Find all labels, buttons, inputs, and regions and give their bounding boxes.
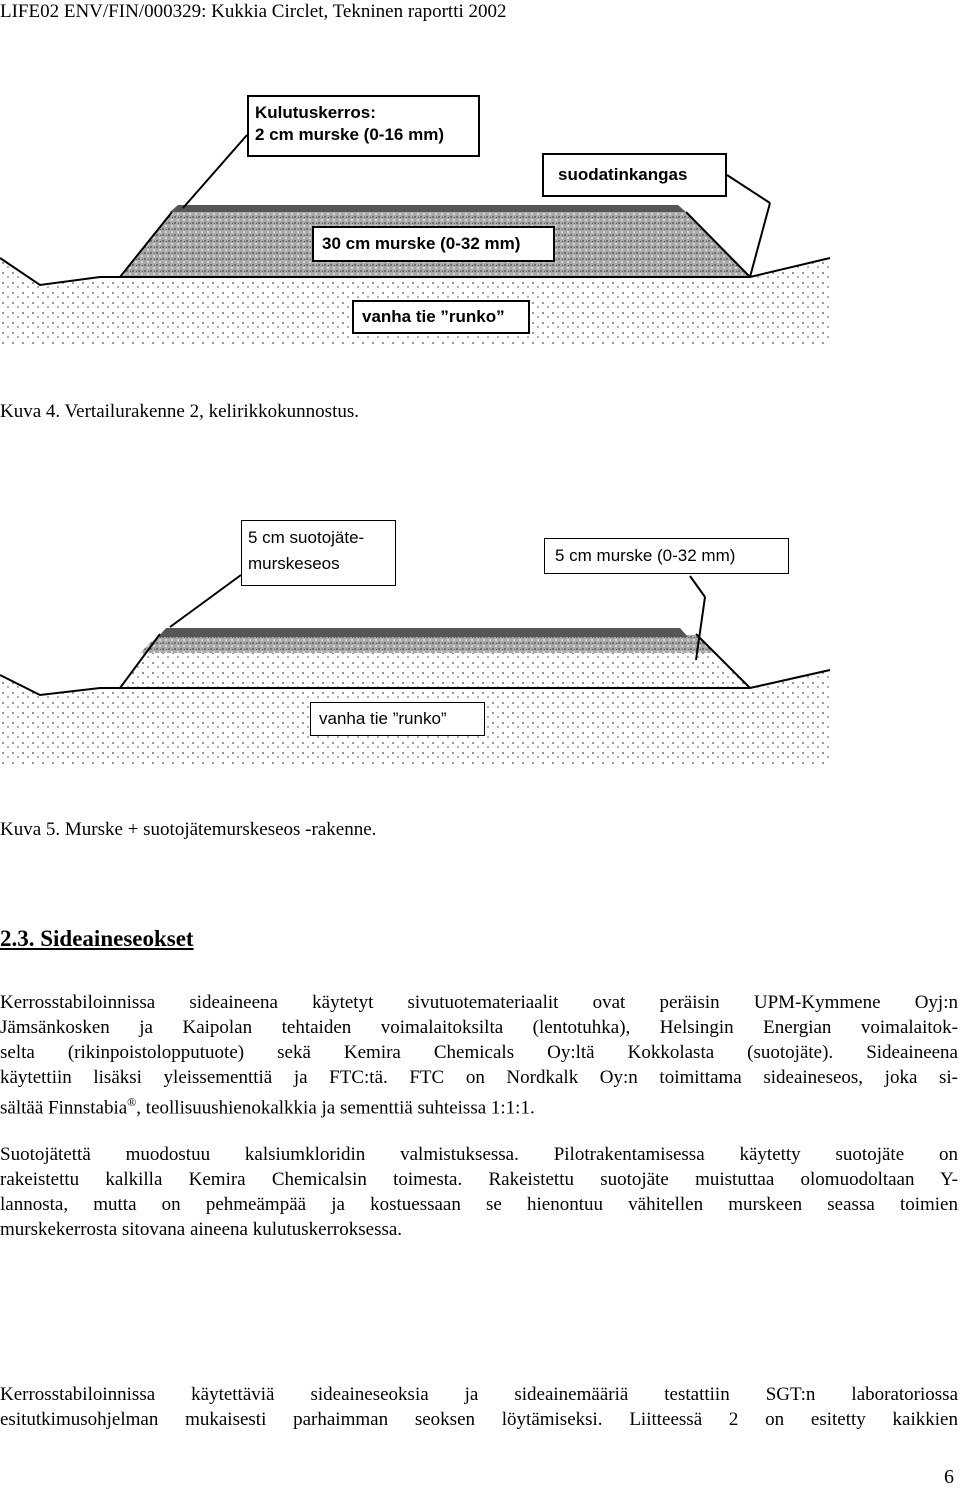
wear-layer-label	[247, 95, 480, 157]
crushed-layer-label: 30 cm murske (0-32 mm)	[312, 226, 555, 262]
wear-layer-label-line2: 2 cm murske (0-16 mm)	[255, 125, 444, 144]
top-layer	[158, 628, 688, 637]
crushed-leader	[690, 576, 705, 597]
mix-layer-label-line2: murskeseos	[248, 554, 340, 573]
crushed-layer-label: 5 cm murske (0-32 mm)	[544, 538, 789, 574]
figure-5-road-structure	[0, 510, 960, 770]
paragraph-3	[0, 1382, 958, 1432]
paragraph-1-line-5	[0, 1090, 958, 1120]
wear-layer-label-line1: Kulutuskerros:	[255, 103, 376, 122]
page-number: 6	[944, 1466, 954, 1488]
mix-leader	[170, 575, 241, 627]
paragraph-3-line-2: esitutkimusohjelman mukaisesti parhaimman seoksen löytämiseksi. Liitteessä 2 on esitetty kaikkien	[0, 1409, 958, 1430]
paragraph-2-line-4: murskekerrosta sitovana aineena kulutuskerroksessa.	[0, 1219, 403, 1240]
paragraph-2-line-3: lannosta, mutta on pehmeämpää ja kostuessaan se hienontuu vähitellen murskeen seassa toimien	[0, 1194, 958, 1215]
filter-leader	[727, 175, 770, 203]
filter-fabric-label: suodatinkangas	[542, 153, 727, 197]
paragraph-1	[0, 990, 958, 1120]
paragraph-1-line-5b: , teollisuushienokalkkia ja sementtiä suhteissa 1:1:1.	[136, 1097, 535, 1119]
paragraph-1-line-3: selta (rikinpoistolopputuote) sekä Kemira Chemicals Oy:ltä Kokkolasta (suotojäte). Sideaineena	[0, 1042, 958, 1063]
mix-layer	[140, 635, 714, 653]
old-road-label: vanha tie ”runko”	[310, 702, 485, 736]
registered-mark: ®	[127, 1095, 137, 1109]
paragraph-2	[0, 1142, 958, 1242]
paragraph-1-line-4: käytettiin lisäksi yleissementtiä ja FTC:tä. FTC on Nordkalk Oy:n toimittama sideaineseos, joka si-	[0, 1067, 958, 1088]
paragraph-2-line-2: rakeistettu kalkilla Kemira Chemicalsin toimesta. Rakeistettu suotojäte muistuttaa olomuodoltaan Y-	[0, 1169, 958, 1190]
paragraph-1-line-2: Jämsänkosken ja Kaipolan tehtaiden voimalaitoksilta (lentotuhka), Helsingin Energian voimalaitok-	[0, 1017, 958, 1038]
wear-leader	[183, 135, 247, 208]
mix-layer-label	[241, 520, 396, 586]
page-header: LIFE02 ENV/FIN/000329: Kukkia Circlet, Tekninen raportti 2002	[0, 1, 507, 22]
paragraph-2-line-1: Suotojätettä muodostuu kalsiumkloridin valmistuksessa. Pilotrakentamisessa käytetty suotojäte on	[0, 1144, 958, 1165]
figure-4-road-structure	[0, 0, 960, 400]
paragraph-1-line-5a: sältää Finnstabia	[0, 1097, 128, 1119]
mix-layer-label-line1: 5 cm suotojäte-	[248, 528, 365, 547]
figure-4-diagram	[0, 0, 960, 400]
figure-5-caption: Kuva 5. Murske + suotojätemurskeseos -rakenne.	[0, 819, 377, 840]
wear-layer	[170, 205, 686, 212]
old-road-label: vanha tie ”runko”	[352, 300, 530, 334]
figure-4-caption: Kuva 4. Vertailurakenne 2, kelirikkokunnostus.	[0, 401, 359, 422]
section-title: 2.3. Sideaineseokset	[0, 926, 194, 951]
paragraph-3-line-1: Kerrosstabiloinnissa käytettäviä sideaineseoksia ja sideainemääriä testattiin SGT:n laboratoriossa	[0, 1384, 958, 1405]
paragraph-1-line-1: Kerrosstabiloinnissa sideaineena käytetyt sivutuotemateriaalit ovat peräisin UPM-Kymmene Oyj:n	[0, 992, 958, 1013]
